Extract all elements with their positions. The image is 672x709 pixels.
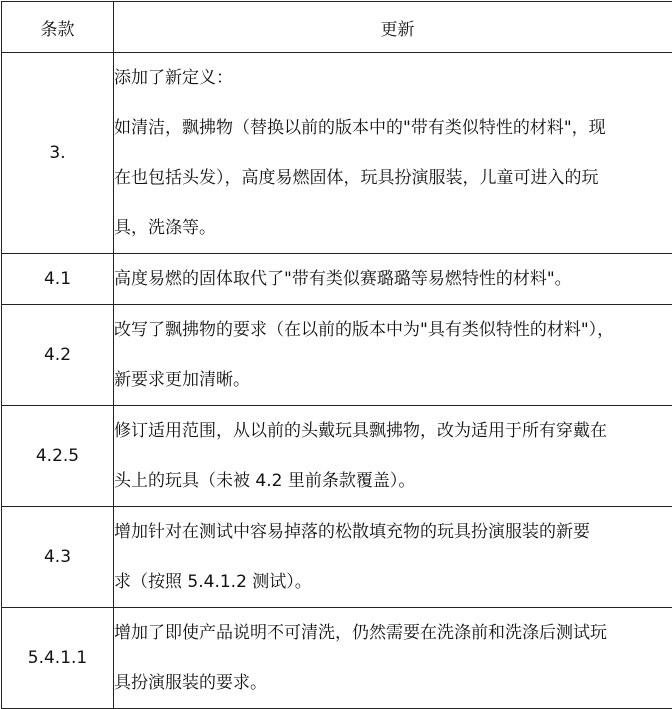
standard-update-table (1, 1, 672, 709)
update-line: 在也包括头发），高度易燃固体，玩具扮演服装，儿童可进入的玩 (114, 168, 599, 188)
update-line: 增加针对在测试中容易掉落的松散填充物的玩具扮演服装的新要 (114, 522, 590, 542)
table-row (2, 608, 672, 709)
update-line: 如清洁，飘拂物（替换以前的版本中的"带有类似特性的材料"，现 (114, 118, 606, 138)
update-cell (114, 254, 672, 305)
update-line: 添加了新定义： (114, 68, 233, 88)
update-line: 头上的玩具（未被 4.2 里前条款覆盖）。 (114, 471, 416, 491)
table-row (2, 305, 672, 406)
clause-cell: 4.1 (2, 254, 114, 305)
update-line: 修订适用范围，从以前的头戴玩具飘拂物，改为适用于所有穿戴在 (114, 421, 607, 441)
update-cell (114, 406, 672, 507)
header-update: 更新 (114, 2, 672, 53)
table-row (2, 53, 672, 254)
update-cell (114, 53, 672, 254)
table-row (2, 507, 672, 608)
clause-cell: 4.3 (2, 507, 114, 608)
clause-cell: 4.2 (2, 305, 114, 406)
table-row (2, 254, 672, 305)
update-cell (114, 305, 672, 406)
update-cell (114, 507, 672, 608)
update-line: 高度易燃的固体取代了"带有类似赛璐璐等易燃特性的材料"。 (114, 269, 572, 289)
update-line: 增加了即使产品说明不可清洗，仍然需要在洗涤前和洗涤后测试玩 (114, 623, 607, 643)
clause-cell: 3. (2, 53, 114, 254)
header-clause: 条款 (2, 2, 114, 53)
clause-cell: 5.4.1.1 (2, 608, 114, 709)
update-line: 具扮演服装的要求。 (114, 673, 267, 693)
update-cell (114, 608, 672, 709)
update-line: 求（按照 5.4.1.2 测试）。 (114, 572, 312, 592)
table-header-row (2, 2, 672, 53)
update-line: 新要求更加清晰。 (114, 370, 250, 390)
table-row (2, 406, 672, 507)
update-line: 改写了飘拂物的要求（在以前的版本中为"具有类似特性的材料"）， (114, 320, 615, 340)
update-line: 具，洗涤等。 (114, 218, 216, 238)
clause-cell: 4.2.5 (2, 406, 114, 507)
